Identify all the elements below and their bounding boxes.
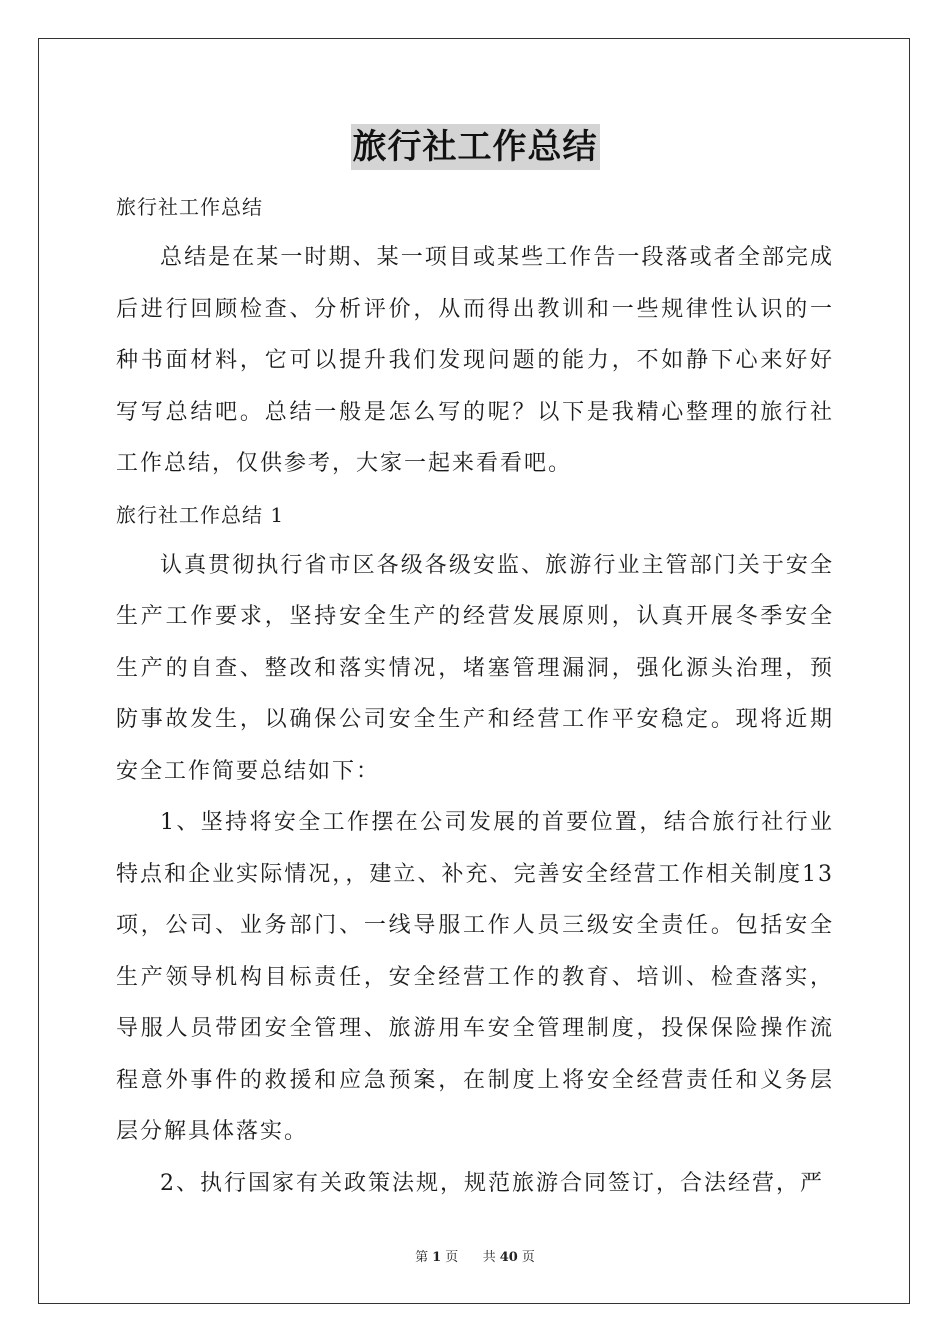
intro-paragraph: 总结是在某一时期、某一项目或某些工作告一段落或者全部完成后进行回顾检查、分析评价，从而得出教训和一些规律性认识的一种书面材料，它可以提升我们发现问题的能力，不如静下心来好好写写总结吧。总结一般是怎么写的呢？以下是我精心整理的旅行社工作总结，仅供参考，大家一起来看看吧。 [116,245,834,476]
section-heading: 旅行社工作总结 1 [116,502,285,527]
total-pages: 40 [499,1250,518,1265]
subtitle: 旅行社工作总结 [116,195,263,219]
total-pages-indicator: 共 40 页 [482,1250,535,1265]
section-paragraph-2: 1、坚持将安全工作摆在公司发展的首要位置，结合旅行社行业特点和企业实际情况，，建立、补充、完善安全经营工作相关制度13 项，公司、业务部门、一线导服工作人员三级安全责任。包括安全生产领导机构目标责任，安全经营工作的教育、培训、检查落实，导服人员带团安全管理、旅游用车安全管理制度，投保保险操作流程意外事件的救援和应急预案，在制度上将安全经营责任和义务层层分解具体落实。 [116,810,834,1144]
section-paragraph-3: 2、执行国家有关政策法规，规范旅游合同签订，合法经营，严 [160,1170,824,1196]
page-indicator: 第 1 页 [415,1250,459,1265]
page-title: 旅行社工作总结 [351,124,600,170]
title-wrap [116,124,834,170]
section-paragraph-1: 认真贯彻执行省市区各级各级安监、旅游行业主管部门关于安全生产工作要求，坚持安全生产的经营发展原则，认真开展冬季安全生产的自查、整改和落实情况，堵塞管理漏洞，强化源头治理，预防事故发生，以确保公司安全生产和经营工作平安稳定。现将近期安全工作简要总结如下： [116,552,834,784]
document-body [116,124,834,1209]
page-footer [0,1246,950,1265]
page-number: 1 [432,1250,442,1265]
